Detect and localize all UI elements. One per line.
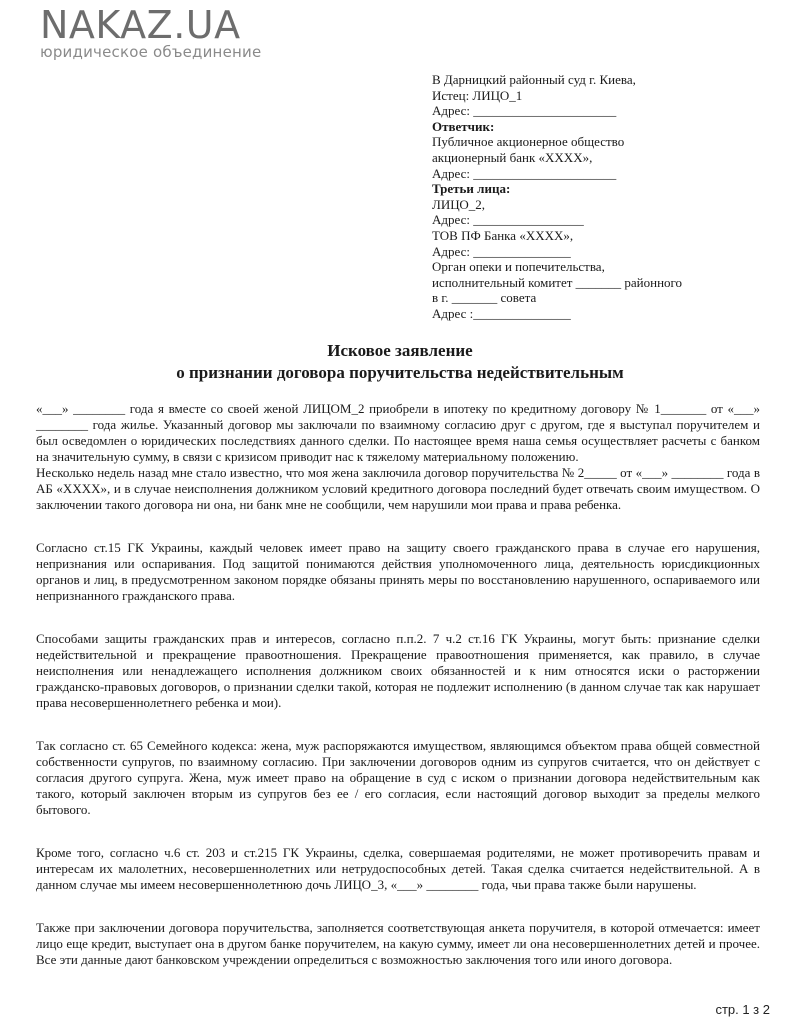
defendant-address: Адрес: ______________________ bbox=[432, 165, 617, 181]
paragraph-gap bbox=[36, 711, 760, 738]
paragraph-4: Способами защиты гражданских прав и интересов, согласно п.п.2. 7 ч.2 ст.16 ГК Украины, могут быть: признание сделки недействительной и прекращение правоотношения. Прекращение правоотношения применяется, как правило, в случае неисполнения или ненадлежащего исполнения должником своих обязанностей и к ним относятся иски о расторжении гражданско-правовых договоров, о признании сделки такой, которая не подлежит исполнению (в данном случае так как нарушает права несовершеннолетнего ребенка и мои). bbox=[36, 631, 760, 710]
logo-tagline: юридическое объединение bbox=[40, 43, 262, 61]
site-logo bbox=[40, 4, 261, 61]
document-title bbox=[0, 340, 800, 384]
plaintiff-address: Адрес: ______________________ bbox=[432, 103, 617, 119]
defendant-line-1: Публичное акционерное общество bbox=[432, 134, 625, 150]
paragraph-gap bbox=[36, 513, 760, 540]
third-party-2-address: Адрес: _______________ bbox=[432, 243, 571, 259]
paragraph-1: «___» ________ года я вместе со своей женой ЛИЦОМ_2 приобрели в ипотеку по кредитному договору № 1_______ от «___» ________ года жилье. Указанный договор мы заключали по взаимному согласию друг с другом, где я выступал поручителем и был осведомлен о юридических последствиях данного сделки. По настоящее время наша семья осуществляет расчеты с банком на значительную сумму, в связи с кризисом приводит нас к тяжелому материальному положению. bbox=[36, 401, 760, 464]
court-line: В Дарницкий районный суд г. Киева, bbox=[432, 72, 636, 87]
paragraph-6: Кроме того, согласно ч.6 ст. 203 и ст.215 ГК Украины, сделка, совершаемая родителями, не может противоречить правам и интересам их малолетних, несовершеннолетних или нетрудоспособных детей. Такая сделка считается недействительной. А в данном случае мы имеем несовершеннолетнюю дочь ЛИЦО_3, «___» ________ года, чьи права также были нарушены. bbox=[36, 845, 760, 892]
third-party-1-address: Адрес: _________________ bbox=[432, 212, 584, 228]
paragraph-2: Несколько недель назад мне стало известно, что моя жена заключила договор поручительства № 2_____ от «___» ________ года в АБ «ХХХХ», и в случае неисполнения должником условий кредитного договора последний будет отвечать своим имуществом. О заключении такого договора ни она, ни банк мне не сообщили, чем нарушили мои права и права ребенка. bbox=[36, 465, 760, 512]
addressee-block bbox=[432, 72, 762, 322]
third-party-1: ЛИЦО_2, bbox=[432, 196, 486, 212]
paragraph-gap bbox=[36, 893, 760, 920]
paragraph-gap bbox=[36, 818, 760, 845]
third-party-3-line-2: исполнительный комитет _______ районного bbox=[432, 274, 683, 290]
logo-brand: NAKAZ.UA bbox=[40, 3, 241, 47]
third-party-3-address: Адрес :_______________ bbox=[432, 305, 571, 321]
third-party-3-line-3: в г. _______ совета bbox=[432, 290, 537, 306]
third-party-2: ТОВ ПФ Банка «ХХХХ», bbox=[432, 227, 574, 243]
third-parties-heading: Третьи лица: bbox=[432, 181, 511, 197]
paragraph-3: Согласно ст.15 ГК Украины, каждый человек имеет право на защиту своего гражданского права в случае его нарушения, непризнания или оспаривания. Под защитой понимаются действия уполномоченного лица, деятельность юрисдикционных органов и лиц, в предусмотренном законом порядке обязаны принять меры по восстановлению нарушенного, оспариваемого или непризнанного гражданского права. bbox=[36, 540, 760, 603]
defendant-line-2: акционерный банк «ХХХХ», bbox=[432, 149, 593, 165]
title-line-1: Исковое заявление bbox=[327, 341, 473, 360]
defendant-heading: Ответчик: bbox=[432, 118, 495, 134]
third-party-3-line-1: Орган опеки и попечительства, bbox=[432, 259, 605, 275]
paragraph-5: Так согласно ст. 65 Семейного кодекса: жена, муж распоряжаются имуществом, являющимся объектом права общей совместной собственности супругов, по взаимному согласию. При заключении договоров одним из супругов считается, что он действует с согласия другого супруга. Жена, муж имеет право на обращение в суд с иском о признании договора недействительным как такого, который заключен вторым из супругов без ее / его согласия, если настоящий договор выходит за пределы мелкого бытового. bbox=[36, 738, 760, 817]
paragraph-7: Также при заключении договора поручительства, заполняется соответствующая анкета поручителя, в которой отмечается: имеет лицо еще кредит, выступает она в другом банке поручителем, на какую сумму, имеет ли она несовершеннолетних детей и прочее. Все эти данные дают банковском учреждении определиться с возможностью заключения того или иного договора. bbox=[36, 920, 760, 967]
page-number: стр. 1 з 2 bbox=[715, 1002, 770, 1017]
title-line-2: о признании договора поручительства недействительным bbox=[176, 363, 624, 382]
plaintiff-line: Истец: ЛИЦО_1 bbox=[432, 87, 523, 103]
paragraph-gap bbox=[36, 604, 760, 631]
document-body bbox=[36, 401, 760, 968]
